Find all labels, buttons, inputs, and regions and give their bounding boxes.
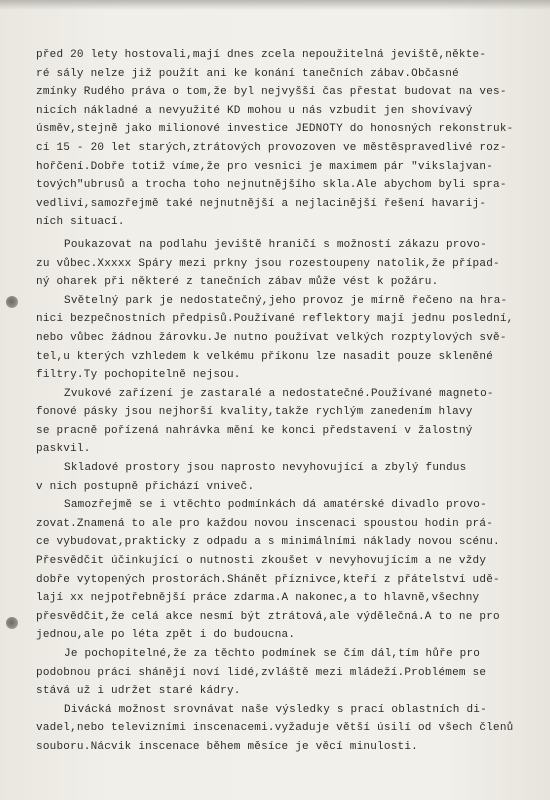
text-line: fonové pásky jsou nejhorší kvality,takže rychlým zanedením hlavy xyxy=(36,406,473,419)
text-line: ce vybudovat,prakticky z odpadu a s minimálními náklady novou scénu. xyxy=(36,536,500,549)
text-line: vedliví,samozřejmě také nejnutnější a nejlacinější řešení havarij- xyxy=(36,197,487,210)
paragraph-start-line: Skladové prostory jsou naprosto nevyhovující a zbylý fundus xyxy=(64,462,467,475)
text-line: dobře vytopených prostorách.Shánět příznivce,kteří z přátelství udě- xyxy=(36,573,500,586)
paragraph-start-line: Samozřejmě se i vtěchto podmínkách dá amatérské divadlo provo- xyxy=(64,499,487,512)
text-line: zovat.Znamená to ale pro každou novou inscenaci spoustou hodin prá- xyxy=(36,517,494,530)
document-body xyxy=(36,46,526,757)
text-line: jednou,ale po léta zpět i do budoucna. xyxy=(36,629,296,642)
text-line: podobnou práci shánějí noví lidé,zvláště mezi mládeží.Problémem se xyxy=(36,666,487,679)
text-line: nici bezpečnostních předpisů.Používané reflektory mají jednu poslední, xyxy=(36,313,514,326)
text-line: lají xx nejpotřebnější práce zdarma.A nakonec,a to hlavně,všechny xyxy=(36,592,480,605)
text-line: stává už i udržet staré kádry. xyxy=(36,685,241,698)
page-top-shadow xyxy=(0,0,550,10)
text-line: před 20 lety hostovali,mají dnes zcela nepoužitelná jeviště,někte- xyxy=(36,49,487,61)
paragraph-start-line: Je pochopitelné,že za těchto podmínek se čím dál,tím hůře pro xyxy=(64,648,481,660)
text-line: zu vůbec.Xxxxx Spáry mezi prkny jsou rozestoupeny natolik,že případ- xyxy=(36,257,500,270)
text-line: tových"ubrusů a trocha toho nejnutnějšího skla.Ale abychom byli spra- xyxy=(36,179,507,192)
text-line: ré sály nelze již použít ani ke konání tanečních zábav.Občasné xyxy=(36,67,459,80)
punch-hole-bottom xyxy=(6,617,18,629)
punch-hole-top xyxy=(6,296,18,308)
text-line: tel,u kterých vzhledem k velkému příkonu lze nasadit pouze skleněné xyxy=(36,350,494,363)
text-line: přesvědčit,že celá akce nesmí být ztrátová,ale výdělečná.A to ne pro xyxy=(36,610,500,623)
text-line: vadel,nebo televizními inscenacemi.vyžaduje větší úsilí od všech členů xyxy=(36,722,514,735)
paragraph-start-line: Poukazovat na podlahu jeviště hraničí s možností zákazu provo- xyxy=(64,238,487,251)
text-line: se pracně pořízená nahrávka mění ke konci představení v žalostný xyxy=(36,424,473,437)
paragraph-start-line: Divácká možnost srovnávat naše výsledky s prací oblastních di- xyxy=(64,703,487,716)
text-line: Přesvědčit účinkující o nutnosti zkoušet v nevyhovujícím a ne vždy xyxy=(36,555,487,568)
text-line: zmínky Rudého práva o tom,že byl nejvyšší čas přestat budovat na ves- xyxy=(36,86,507,99)
text-line: paskvil. xyxy=(36,443,91,456)
text-line: v nich postupně přichází vniveč. xyxy=(36,480,255,493)
text-line: ný oharek při některé z tanečních zábav může vést k požáru. xyxy=(36,276,439,289)
paragraph-start-line: Světelný park je nedostatečný,jeho provoz je mírně řečeno na hra- xyxy=(64,294,508,307)
text-line: úsměv,stejně jako milionové investice JEDNOTY do honosných rekonstruk- xyxy=(36,123,514,136)
text-line: cí 15 - 20 let starých,ztrátových provozoven ve městěspravedlivé roz- xyxy=(36,141,507,154)
text-line: hořčení.Dobře totiž víme,že pro vesnici je maximem pár "vikslajvan- xyxy=(36,160,494,173)
paragraph-start-line: Zvukové zařízení je zastaralé a nedostatečné.Používané magneto- xyxy=(64,387,494,400)
text-line: ních situací. xyxy=(36,216,125,229)
text-line: nebo vůbec žádnou žárovku.Je nutno používat velkých rozptylových svě- xyxy=(36,331,507,344)
text-line: filtry.Ty pochopitelně nejsou. xyxy=(36,369,241,382)
text-line: souboru.Nácvik inscenace během měsíce je věcí minulosti. xyxy=(36,740,418,753)
text-line: nicích nákladné a nevyužité KD mohou u nás vzbudit jen shovívavý xyxy=(36,104,473,117)
